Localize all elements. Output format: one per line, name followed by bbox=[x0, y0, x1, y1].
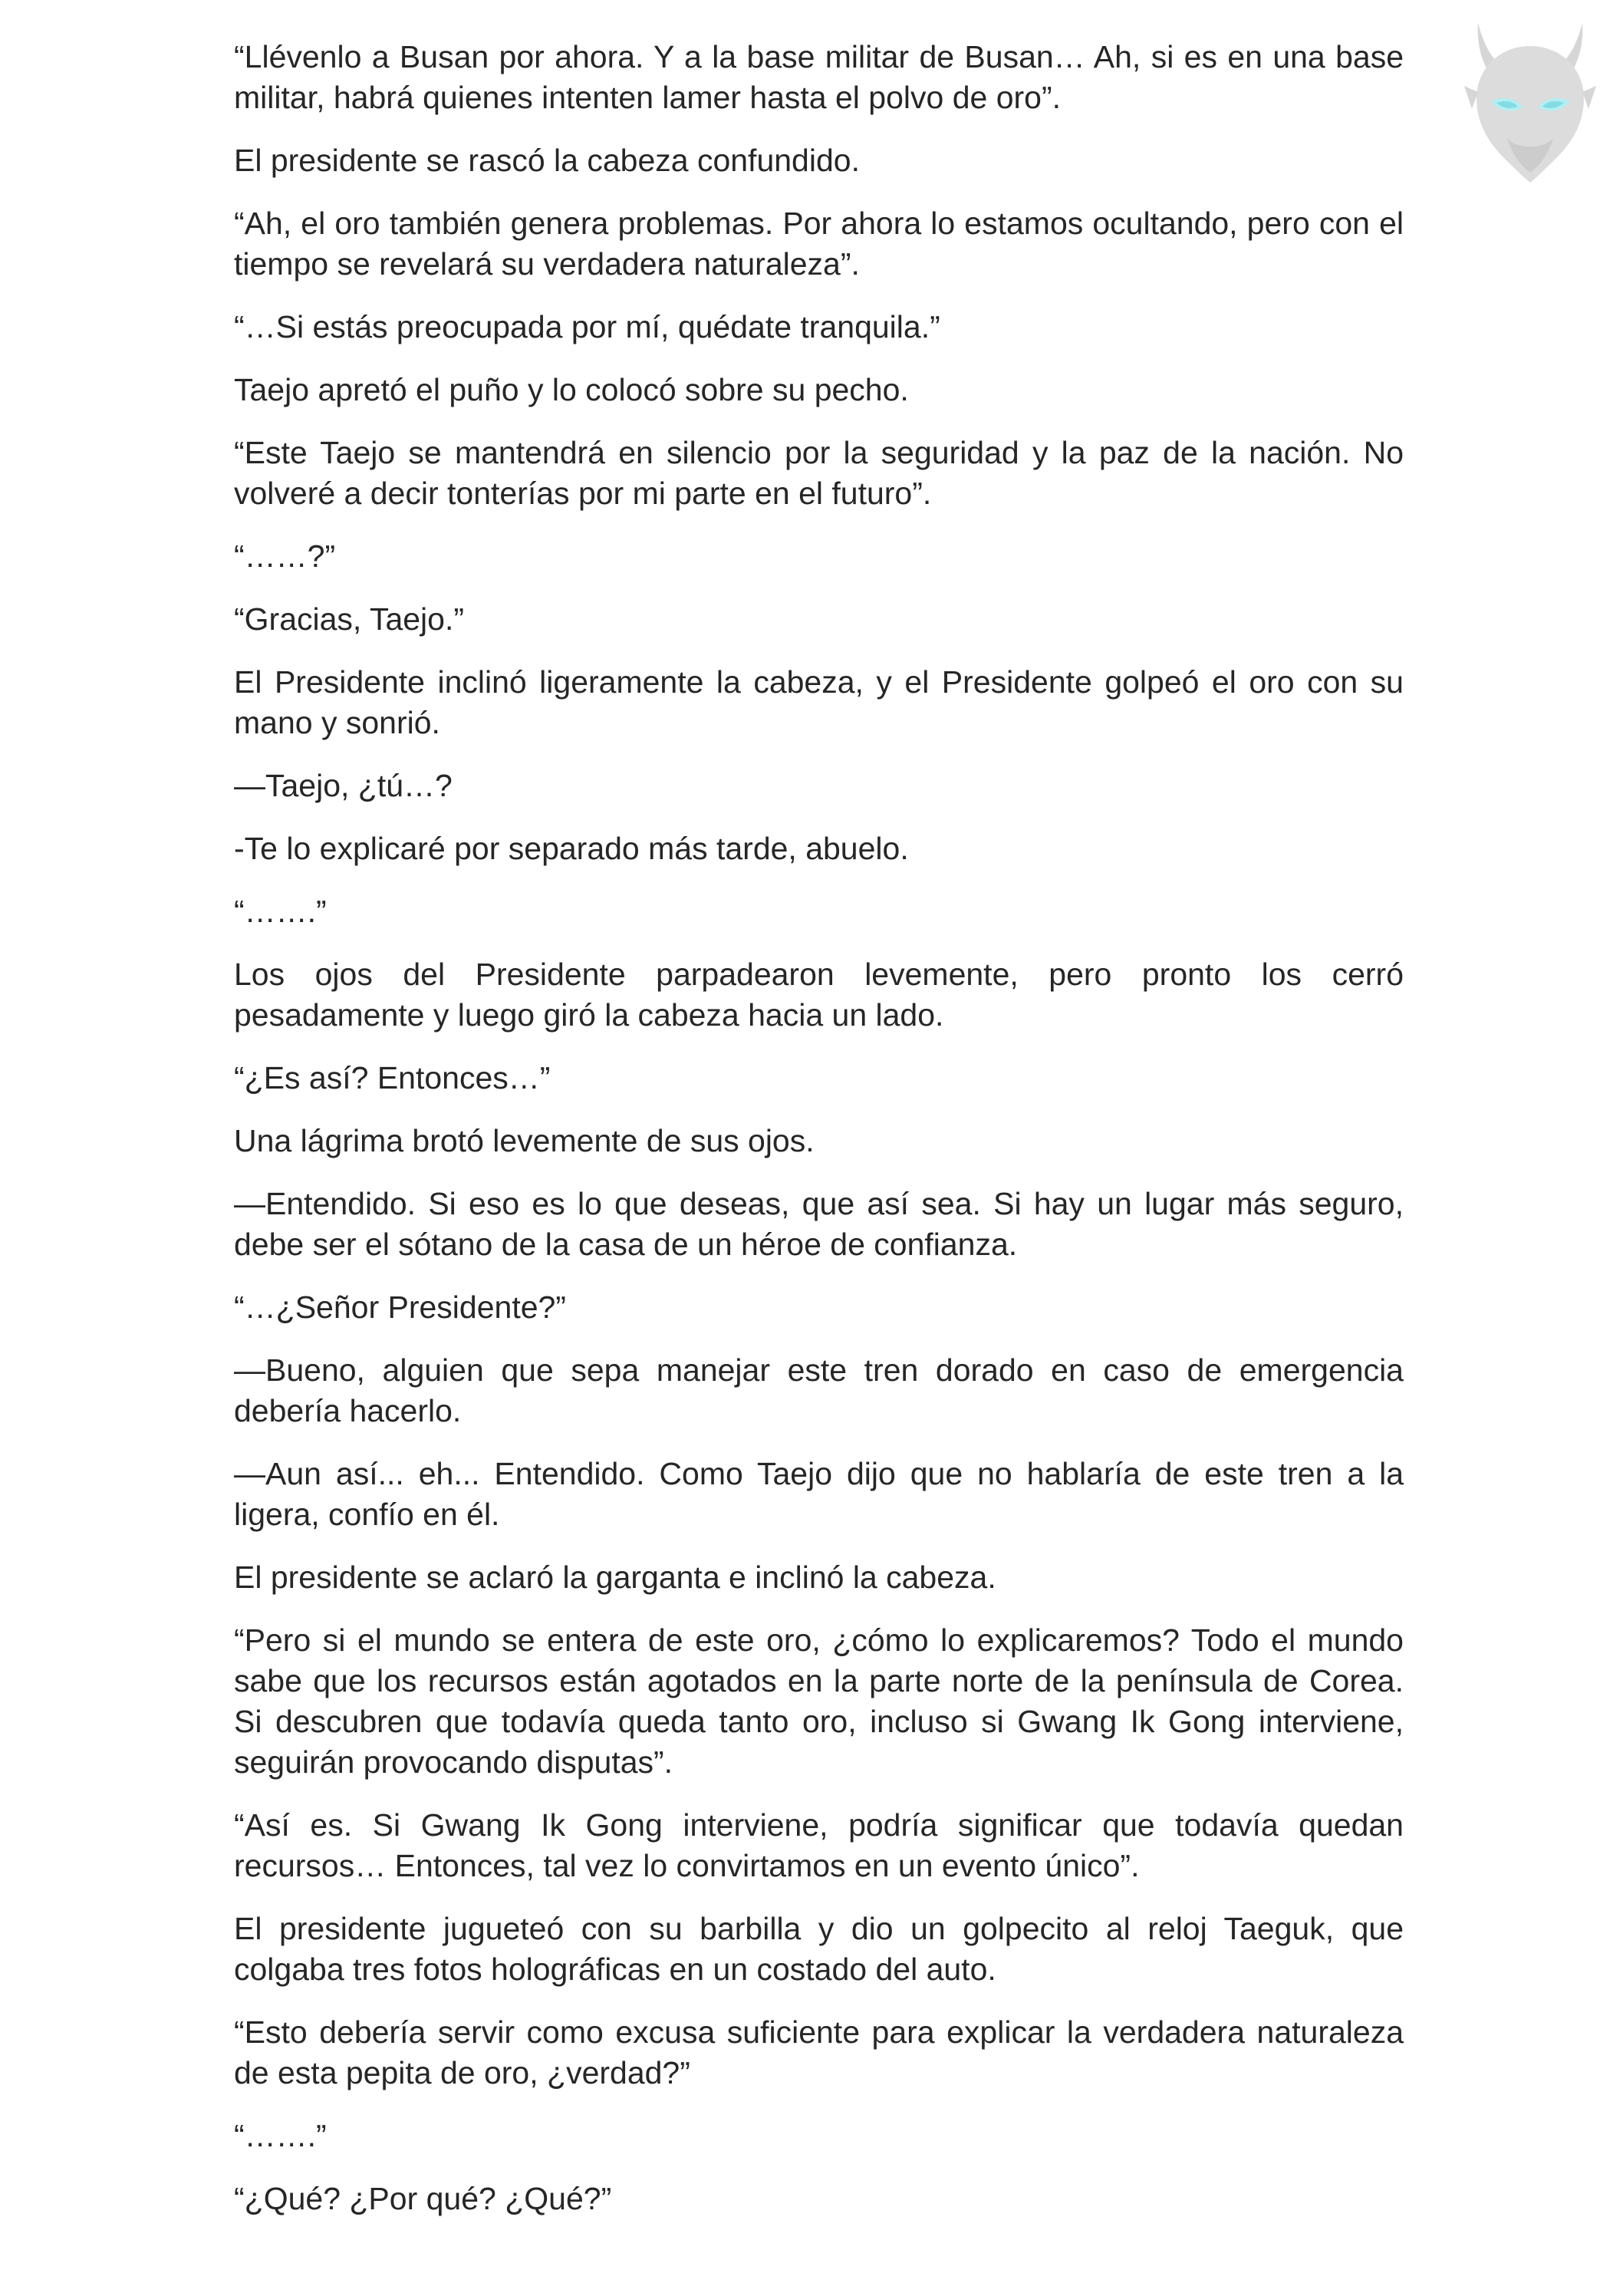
paragraph: “Así es. Si Gwang Ik Gong interviene, podría significar que todavía quedan recursos… Entonces, tal vez lo convirtamos en un evento único”. bbox=[234, 1807, 1404, 1883]
paragraph: “…Si estás preocupada por mí, quédate tranquila.” bbox=[234, 309, 940, 344]
paragraph: “Pero si el mundo se entera de este oro, ¿cómo lo explicaremos? Todo el mundo sabe que los recursos están agotados en la parte norte de la península de Corea. Si descubren que todavía queda tanto oro, incluso si Gwang Ik Gong interviene, seguirán provocando disputas”. bbox=[234, 1622, 1404, 1780]
paragraph: El presidente jugueteó con su barbilla y dio un golpecito al reloj Taeguk, que colgaba tres fotos holográficas en un costado del auto. bbox=[234, 1911, 1404, 1987]
body-text bbox=[234, 37, 1404, 2242]
paragraph: “Llévenlo a Busan por ahora. Y a la base militar de Busan… Ah, si es en una base militar, habrá quienes intenten lamer hasta el polvo de oro”. bbox=[234, 39, 1404, 115]
paragraph: -Te lo explicaré por separado más tarde, abuelo. bbox=[234, 831, 909, 866]
paragraph: Los ojos del Presidente parpadearon levemente, pero pronto los cerró pesadamente y luego giró la cabeza hacia un lado. bbox=[234, 957, 1404, 1033]
paragraph: “¿Es así? Entonces…” bbox=[234, 1060, 551, 1095]
paragraph: Taejo apretó el puño y lo colocó sobre su pecho. bbox=[234, 372, 909, 407]
paragraph: “…….” bbox=[234, 2118, 327, 2153]
paragraph: —Taejo, ¿tú…? bbox=[234, 768, 453, 803]
paragraph: Una lágrima brotó levemente de sus ojos. bbox=[234, 1123, 815, 1158]
paragraph: “Gracias, Taejo.” bbox=[234, 601, 465, 637]
paragraph: —Bueno, alguien que sepa manejar este tren dorado en caso de emergencia debería hacerlo. bbox=[234, 1352, 1404, 1428]
paragraph: “…….” bbox=[234, 894, 327, 929]
paragraph: El presidente se aclaró la garganta e inclinó la cabeza. bbox=[234, 1560, 996, 1595]
demon-head-logo-icon bbox=[1461, 15, 1599, 188]
paragraph: “¿Qué? ¿Por qué? ¿Qué?” bbox=[234, 2181, 612, 2216]
paragraph: “…¿Señor Presidente?” bbox=[234, 1290, 566, 1325]
paragraph: “Este Taejo se mantendrá en silencio por la seguridad y la paz de la nación. No volveré a decir tonterías por mi parte en el futuro”. bbox=[234, 435, 1404, 511]
paragraph: “Ah, el oro también genera problemas. Por ahora lo estamos ocultando, pero con el tiempo se revelará su verdadera naturaleza”. bbox=[234, 206, 1404, 282]
paragraph: “Esto debería servir como excusa suficiente para explicar la verdadera naturaleza de esta pepita de oro, ¿verdad?” bbox=[234, 2014, 1404, 2090]
paragraph: El Presidente inclinó ligeramente la cabeza, y el Presidente golpeó el oro con su mano y sonrió. bbox=[234, 664, 1404, 740]
paragraph: “……?” bbox=[234, 539, 336, 574]
paragraph: —Entendido. Si eso es lo que deseas, que así sea. Si hay un lugar más seguro, debe ser el sótano de la casa de un héroe de confianza. bbox=[234, 1186, 1404, 1262]
paragraph: El presidente se rascó la cabeza confundido. bbox=[234, 143, 860, 178]
paragraph: —Aun así... eh... Entendido. Como Taejo dijo que no hablaría de este tren a la ligera, confío en él. bbox=[234, 1456, 1404, 1532]
